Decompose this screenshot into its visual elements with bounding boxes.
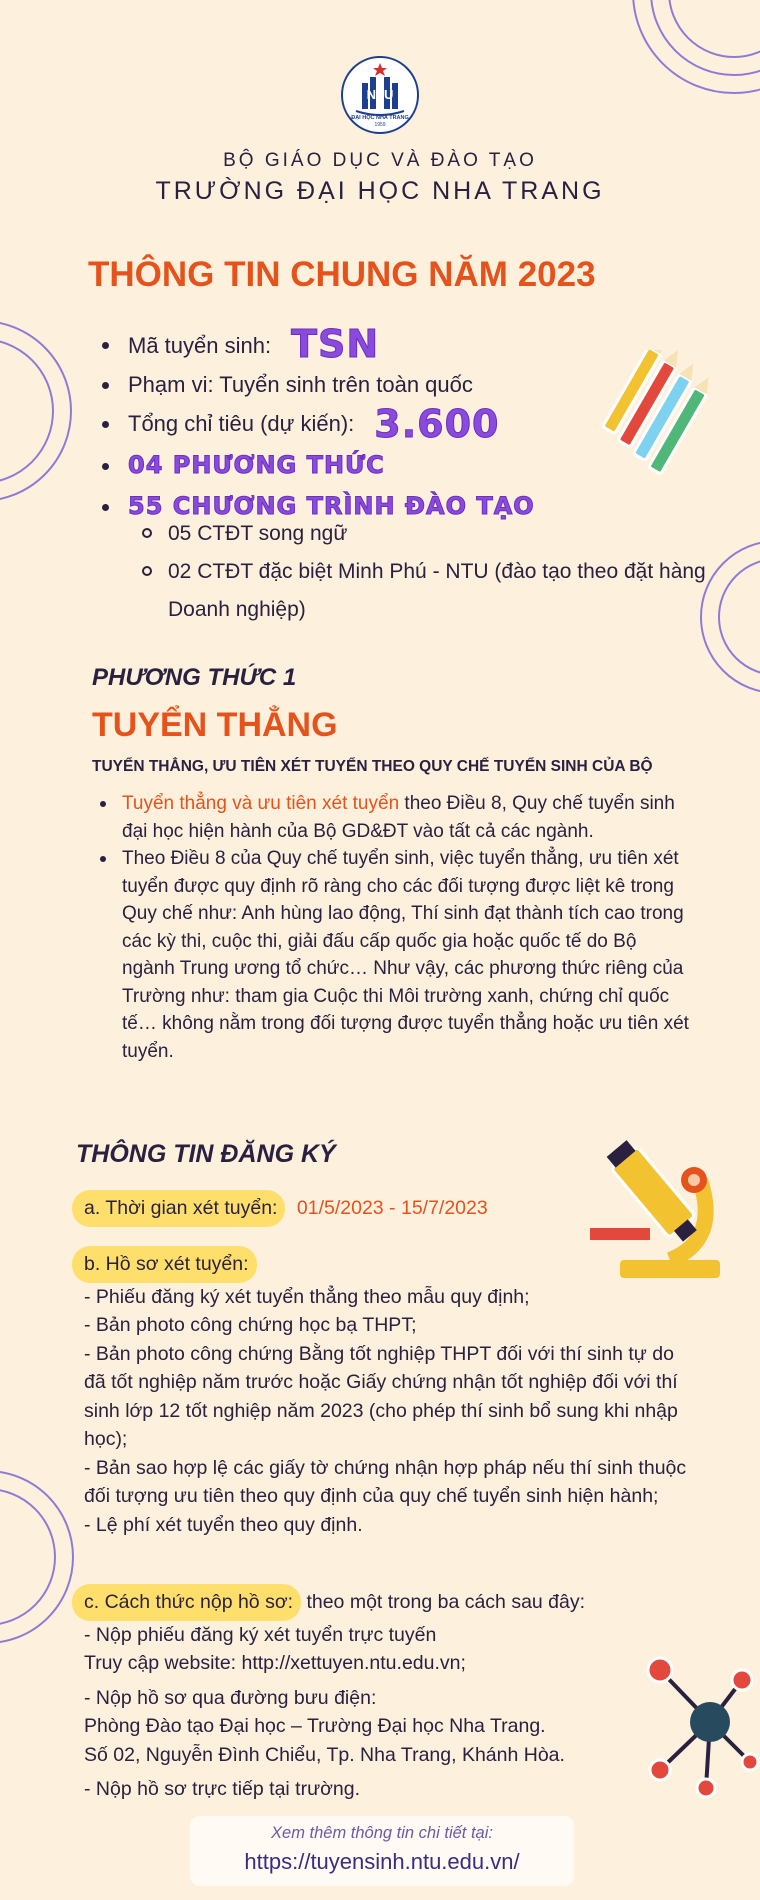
code-label: Mã tuyển sinh: [128,333,272,358]
time-row [72,1190,488,1227]
submission-item: Truy cập website: http://xettuyen.ntu.edu.vn; [84,1652,466,1674]
registration-title: THÔNG TIN ĐĂNG KÝ [76,1140,336,1168]
scope-item: Phạm vi: Tuyển sinh trên toàn quốc [98,365,678,404]
submission-intro: theo một trong ba cách sau đây: [301,1591,586,1613]
submission-item: Số 02, Nguyễn Đình Chiểu, Tp. Nha Trang, Khánh Hòa. [84,1743,565,1766]
time-label: a. Thời gian xét tuyển: [72,1190,285,1227]
code-value: TSN [291,322,380,366]
method-highlight: Tuyển thẳng và ưu tiên xét tuyển [122,793,400,814]
methods-count: 04 PHƯƠNG THỨC [128,451,385,479]
page-title: THÔNG TIN CHUNG NĂM 2023 [88,255,596,294]
programs-count: 55 CHƯƠNG TRÌNH ĐÀO TẠO [128,492,535,520]
university-logo [340,55,420,135]
method-label: PHƯƠNG THỨC 1 [92,664,297,691]
logo-year: 1959 [374,122,386,128]
submission-section [72,1584,692,1804]
logo-text: ĐẠI HỌC NHA TRANG [351,115,409,121]
doc-item: - Bản sao hợp lệ các giấy tờ chứng nhận hợp pháp nếu thí sinh thuộc đối tượng ưu tiên theo quy định của quy chế tuyển sinh hiện hành; [84,1456,687,1507]
method-paragraph-1-rest: theo Điều 8, Quy chế tuyển sinh đại học hiện hành của Bộ GD&ĐT vào tất cả các ngành. [122,793,675,842]
submission-item: Phòng Đào tạo Đại học – Trường Đại học Nha Trang. [84,1715,546,1737]
sub-item-special: 02 CTĐT đặc biệt Minh Phú - NTU (đào tạo theo đặt hàng Doanh nghiệp) [140,553,710,629]
documents-section [72,1246,698,1539]
doc-item: - Bản photo công chứng Bằng tốt nghiệp THPT đối với thí sinh tự do đã tốt nghiệp năm trước hoặc Giấy chứng nhận tốt nghiệp đối với thí sinh lớp 12 tốt nghiệp năm 2023 (cho phép thí sinh bổ sung khi nhập học); [84,1342,678,1450]
molecule-illustration [640,1650,760,1800]
documents-label: b. Hồ sơ xét tuyển: [72,1246,257,1283]
svg-text:NTU: NTU [366,87,394,102]
sub-item-bilingual: 05 CTĐT song ngữ [140,515,710,553]
method-name: TUYỂN THẲNG [92,706,338,744]
method-paragraph-1 [92,790,690,845]
footer-note: Xem thêm thông tin chi tiết tại: [271,1824,493,1842]
footer-link[interactable]: https://tuyensinh.ntu.edu.vn/ [244,1849,520,1874]
pencils-illustration [585,350,725,490]
submission-list [72,1621,692,1804]
time-value: 01/5/2023 - 15/7/2023 [296,1197,488,1219]
documents-list [72,1283,698,1540]
submission-item: - Nộp hồ sơ qua đường bưu điện: [84,1686,377,1709]
quota-value: 3.600 [374,402,500,446]
footer-box [190,1816,574,1886]
method-description [92,790,690,1065]
method-paragraph-2: Theo Điều 8 của Quy chế tuyển sinh, việc tuyển thẳng, ưu tiên xét tuyển được quy định rõ ràng cho các đối tượng được liệt kê trong Quy chế như: Anh hùng lao động, Thí sinh đạt thành tích cao trong các kỳ thi, cuộc thi, giải đấu cấp quốc gia hoặc quốc tế do Bộ ngành Trung ương tổ chức… Như vậy, các phương thức riêng của Trường như: tham gia Cuộc thi Môi trường xanh, chứng chỉ quốc tế… không nằm trong đối tượng được tuyển thẳng hoặc ưu tiên xét tuyển. [92,845,690,1065]
method-subtitle: TUYỂN THẲNG, ƯU TIÊN XÉT TUYỂN THEO QUY CHẾ TUYỂN SINH CỦA BỘ [92,758,653,775]
submission-item: - Nộp phiếu đăng ký xét tuyển trực tuyến [84,1623,437,1646]
submission-label: c. Cách thức nộp hồ sơ: [72,1584,301,1621]
doc-item: - Bản photo công chứng học bạ THPT; [84,1314,417,1336]
university-name: TRƯỜNG ĐẠI HỌC NHA TRANG [155,177,605,205]
program-sub-list [140,515,710,629]
doc-item: - Phiếu đăng ký xét tuyển thẳng theo mẫu quy định; [84,1285,530,1308]
doc-item: - Lệ phí xét tuyển theo quy định. [84,1513,363,1536]
submission-heading [72,1584,692,1621]
submission-item: - Nộp hồ sơ trực tiếp tại trường. [84,1778,361,1800]
ministry-name: BỘ GIÁO DỤC VÀ ĐÀO TẠO [223,150,537,171]
quota-label: Tổng chỉ tiêu (dự kiến): [128,411,355,436]
